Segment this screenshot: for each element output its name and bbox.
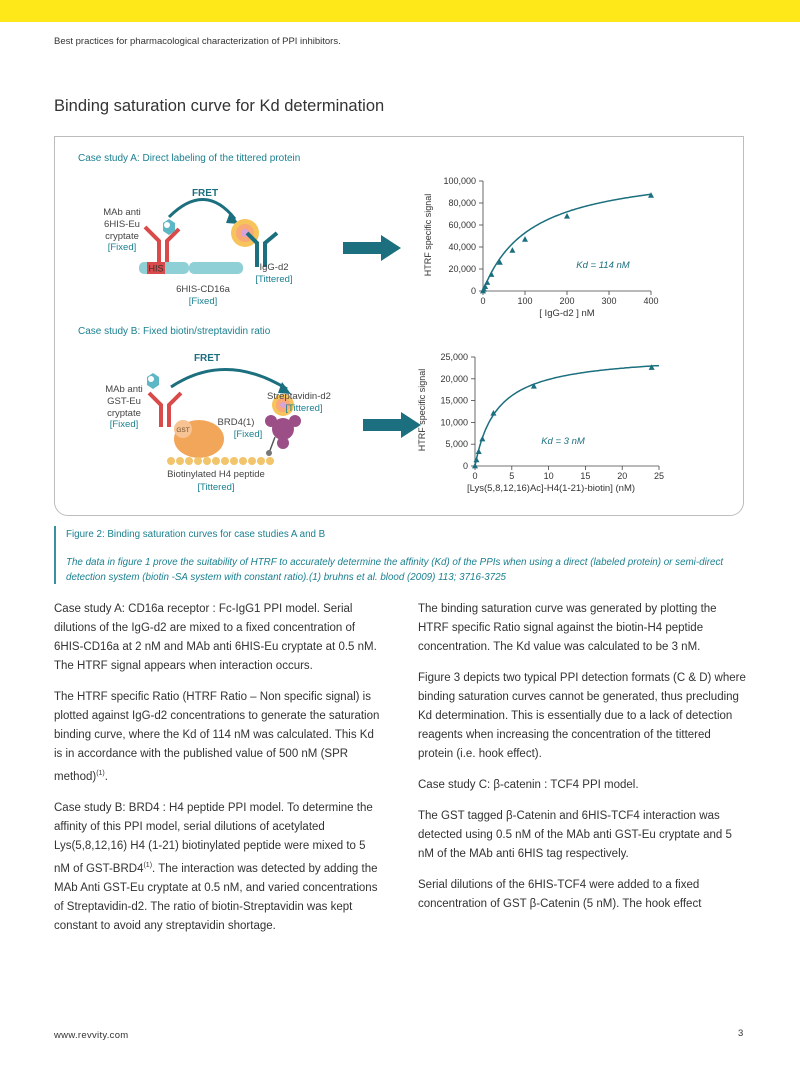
y-tick-label: 60,000 [448, 220, 476, 230]
chart-b-x-axis-label: [Lys(5,8,12,16)Ac]-H4(1-21)-biotin] (nM) [466, 483, 636, 494]
body-paragraph: Serial dilutions of the 6HIS-TCF4 were added to a fixed concentration of GST β-Catenin (5 nM). The hook effect [418, 879, 702, 910]
x-tick-label: 5 [509, 471, 515, 481]
reference-superscript: (1) [143, 861, 153, 869]
arrow-right-icon [343, 235, 401, 261]
peptide-label: Biotinylated H4 peptide [167, 469, 265, 480]
x-tick-label: 400 [643, 296, 659, 306]
chart-b-y-axis-label: HTRF specific signal [417, 368, 427, 452]
body-column-right [418, 600, 748, 926]
igg-label: IgG-d2 [259, 262, 289, 273]
mab-label-line3: cryptate [105, 231, 139, 242]
peptide-beads-icon [167, 457, 274, 465]
data-point [476, 448, 482, 454]
mab-label-line1: MAb anti [105, 384, 143, 395]
running-header: Best practices for pharmacological characterization of PPI inhibitors. [54, 36, 341, 47]
chart-b-kd-annotation: Kd = 3 nM [541, 436, 585, 447]
y-tick-label: 80,000 [448, 198, 476, 208]
mab-fixed-label: [Fixed] [107, 242, 137, 253]
antibody-red-icon [149, 393, 181, 427]
section-title: Binding saturation curve for Kd determination [54, 97, 385, 115]
fit-curve [475, 366, 659, 466]
data-point [509, 247, 515, 253]
strep-tittered-label: [Tittered] [285, 403, 323, 414]
case-a-label: Case study A: Direct labeling of the tittered protein [78, 153, 301, 164]
case-a-schematic [85, 181, 305, 311]
body-paragraph: The binding saturation curve was generated by plotting the HTRF specific Ratio signal against the biotin-H4 peptide concentration. The Kd value was calculated to be 3 nM. [418, 603, 717, 653]
data-point [473, 457, 479, 463]
receptor-bar-right [189, 262, 243, 274]
fret-arrow-icon [171, 369, 287, 389]
y-tick-label: 20,000 [440, 373, 468, 384]
figure-caption-title: Figure 2: Binding saturation curves for case studies A and B [66, 529, 326, 540]
brd-fixed-label: [Fixed] [233, 429, 263, 440]
biotin-icon [266, 450, 272, 456]
chart-a [415, 175, 665, 325]
reference-superscript: (1) [96, 770, 105, 777]
gst-label: GST [176, 427, 190, 434]
igg-tittered-label: [Tittered] [255, 274, 293, 285]
antibody-red-icon [145, 227, 179, 263]
caption-accent-bar [54, 526, 56, 584]
receptor-fixed-label: [Fixed] [188, 296, 218, 307]
x-tick-label: 100 [517, 296, 533, 306]
y-tick-label: 20,000 [448, 264, 476, 274]
chart-a-kd-annotation: Kd = 114 nM [576, 260, 630, 271]
y-tick-label: 100,000 [443, 176, 476, 186]
x-tick-label: 200 [559, 296, 575, 306]
data-point [484, 279, 490, 285]
body-paragraph: Case study B: BRD4 : H4 peptide PPI model. To determine the affinity of this PPI model, serial dilutions of acetylated Lys(5,8,12,16) H4 (1-21) biotinylated peptide were mixed to 5 nM of GST-BRD4$^{(1)}$. The interaction was detected by adding the MAb Anti GST-Eu cryptate at 0.5 nM, and varied concentrations of Streptavidin-d2. The ratio of biotin-Streptavidin was kept constant to avoid any streptavidin shortage. [54, 801, 378, 932]
chart-a-y-axis-label: HTRF specific signal [423, 193, 433, 277]
x-tick-label: 20 [617, 471, 628, 481]
fret-label: FRET [193, 353, 221, 364]
cryptate-icon [147, 373, 159, 389]
x-tick-label: 15 [580, 471, 591, 481]
y-tick-label: 15,000 [440, 395, 468, 406]
brd-label: BRD4(1) [217, 417, 255, 428]
case-b-label: Case study B: Fixed biotin/streptavidin ratio [78, 326, 271, 337]
mab-label-line1: MAb anti [103, 207, 141, 218]
y-tick-label: 0 [462, 461, 468, 471]
body-paragraph: Figure 3 depicts two typical PPI detection formats (C & D) where binding saturation curves cannot be generated, thus precluding Kd determination. This is essentially due to a lack of detection reagents when increasing the concentration of the tittered protein (i.e. hook effect). [418, 672, 746, 760]
data-point [479, 436, 485, 442]
case-b-schematic [95, 349, 335, 495]
strep-label: Streptavidin-d2 [267, 391, 331, 402]
y-tick-label: 5,000 [445, 439, 468, 450]
mab-fixed-label: [Fixed] [109, 419, 139, 430]
mab-label-line2: GST-Eu [107, 396, 141, 407]
chart-b [405, 350, 673, 500]
x-tick-label: 10 [543, 471, 554, 481]
x-tick-label: 300 [601, 296, 617, 306]
figure-box [54, 136, 744, 516]
data-point [472, 463, 478, 469]
mab-label-line3: cryptate [107, 408, 141, 419]
body-column-left [54, 600, 384, 948]
data-point [564, 213, 570, 219]
body-paragraph: Case study C: β-catenin : TCF4 PPI model. [418, 779, 639, 791]
footer-url: www.revvity.com [54, 1030, 129, 1041]
x-tick-label: 0 [480, 296, 486, 306]
body-paragraph: The GST tagged β-Catenin and 6HIS-TCF4 interaction was detected using 0.5 nM of the MAb anti GST-Eu cryptate and 5 nM of the MAb anti 6HIS tag respectively. [418, 810, 732, 860]
y-tick-label: 0 [470, 286, 476, 296]
mab-label-line2: 6HIS-Eu [104, 219, 140, 230]
page-number: 3 [738, 1028, 744, 1039]
x-tick-label: 0 [472, 471, 478, 481]
figure-caption-text: The data in figure 1 prove the suitability of HTRF to accurately determine the affinity (Kd) of the PPIs when using a direct (labeled protein) or semi-direct detection system (biotin -SA system with constant ratio).(1) bruhns et al. blood (2009) 113; 3716-3725 [66, 557, 724, 583]
fit-curve [483, 194, 651, 291]
y-tick-label: 10,000 [440, 417, 468, 428]
y-tick-label: 25,000 [440, 352, 468, 362]
x-tick-label: 25 [653, 471, 665, 481]
body-paragraph: The HTRF specific Ratio (HTRF Ratio – Non specific signal) is plotted against IgG-d2 concentrations to generate the saturation binding curve, where the Kd of 114 nM was calculated. This Kd is in accordance with the published value of 500 nM (SPR method)$^{(1)}$. [54, 691, 380, 783]
chart-a-x-axis-label: [ IgG-d2 ] nM [539, 308, 595, 319]
his-label: HIS [148, 263, 164, 274]
fret-label: FRET [191, 188, 219, 199]
peptide-tittered-label: [Tittered] [197, 482, 235, 493]
body-paragraph: Case study A: CD16a receptor : Fc-IgG1 PPI model. Serial dilutions of the IgG-d2 are mixed to a fixed concentration of 6HIS-CD16a at 2 nM and MAb anti 6HIS-Eu cryptate at 0.5 nM. The HTRF signal appears when interaction occurs. [54, 603, 377, 672]
fret-arrow-icon [169, 199, 235, 219]
top-accent-bar [0, 0, 800, 22]
data-point [522, 236, 528, 242]
data-point [488, 271, 494, 277]
receptor-label: 6HIS-CD16a [176, 284, 230, 295]
y-tick-label: 40,000 [448, 242, 476, 252]
